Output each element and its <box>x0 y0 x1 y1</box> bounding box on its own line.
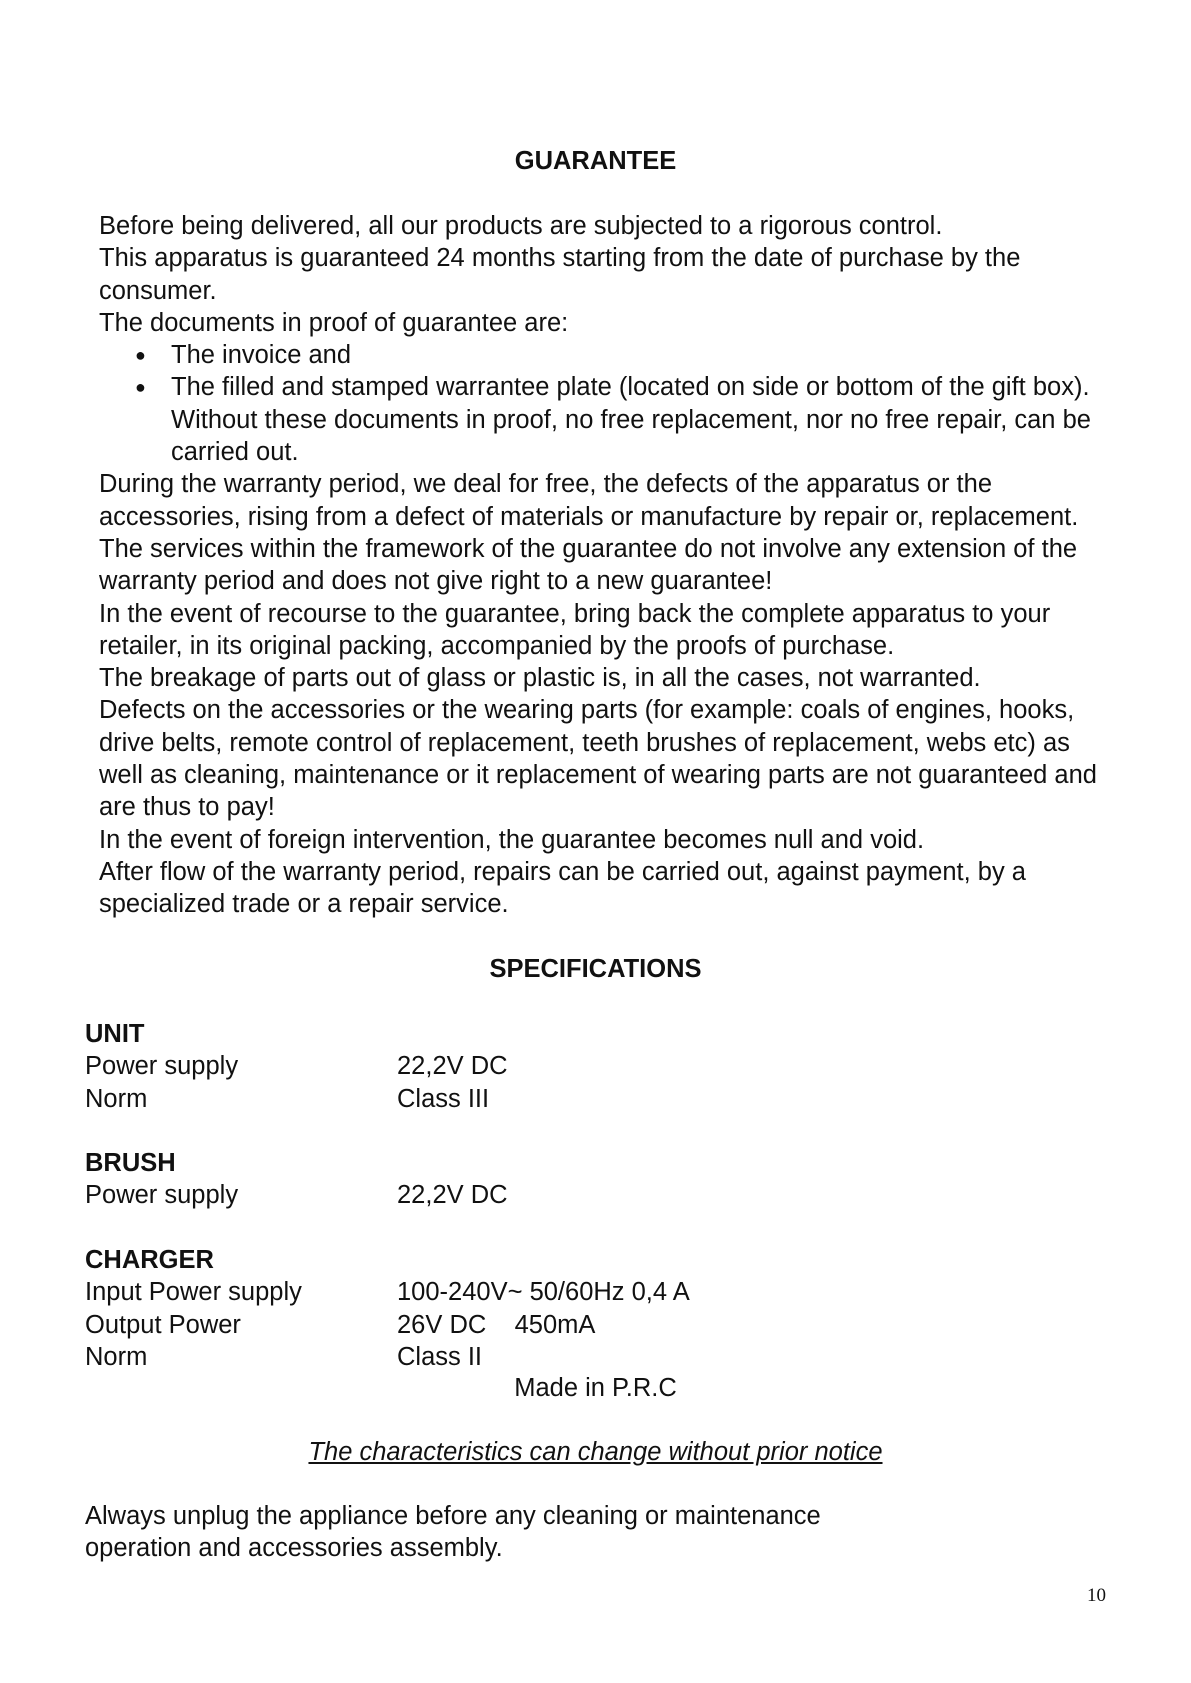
guarantee-intro-2: This apparatus is guaranteed 24 months starting from the date of purchase by the consumer. <box>99 244 1021 305</box>
bullet-icon: ● <box>135 377 146 398</box>
specifications-title: SPECIFICATIONS <box>489 955 702 983</box>
spec-key: Input Power supply <box>85 1278 302 1307</box>
spec-row <box>85 1309 1085 1341</box>
spec-row <box>85 1341 1085 1373</box>
guarantee-paragraph: The breakage of parts out of glass or plastic is, in all the cases, not warranted. <box>99 664 981 693</box>
spec-row <box>85 1050 1085 1082</box>
spec-value: 100-240V~ 50/60Hz 0,4 A <box>397 1278 690 1307</box>
page-number: 10 <box>1087 1585 1106 1606</box>
guarantee-title: GUARANTEE <box>514 147 677 175</box>
spec-value: 22,2V DC <box>397 1052 508 1081</box>
guarantee-paragraph: In the event of foreign intervention, the guarantee becomes null and void. <box>99 825 925 854</box>
made-in-label: Made in P.R.C <box>514 1374 677 1402</box>
spec-value: 22,2V DC <box>397 1181 508 1210</box>
spec-key: Power supply <box>85 1052 239 1081</box>
list-item <box>99 371 1091 468</box>
list-item <box>99 339 1119 371</box>
spec-key: Output Power <box>85 1310 241 1339</box>
spec-group-title-unit: UNIT <box>85 1020 145 1048</box>
spec-row <box>85 1276 1085 1308</box>
guarantee-intro-1: Before being delivered, all our products are subjected to a rigorous control. <box>99 212 943 240</box>
spec-key: Norm <box>85 1342 148 1371</box>
guarantee-paragraph: Defects on the accessories or the wearing parts (for example: coals of engines, hooks, drive belts, remote control of replacement, teeth brushes of replacement, webs etc) as well as cleaning, maintenance or it replacement of wearing parts are not guaranteed and are thus to pay! <box>99 696 1097 822</box>
spec-row <box>85 1179 1085 1211</box>
spec-group-title-brush: BRUSH <box>85 1149 176 1178</box>
guarantee-paragraph: During the warranty period, we deal for free, the defects of the apparatus or the accessories, rising from a defect of materials or manufacture by repair or, replacement. The services within the framework of the guarantee do not involve any extension of the warranty period and does not give right to a new guarantee! <box>99 470 1079 596</box>
spec-value: 26V DC 450mA <box>397 1310 596 1339</box>
guarantee-documents-list <box>99 339 1119 468</box>
change-notice: The characteristics can change without prior notice <box>308 1438 883 1466</box>
spec-group-title-charger: CHARGER <box>85 1246 214 1275</box>
spec-value: Class III <box>397 1084 490 1113</box>
list-item-text: The filled and stamped warrantee plate (located on side or bottom of the gift box). Without these documents in proof, no free replacement, nor no free repair, can be carried out. <box>171 373 1091 467</box>
guarantee-intro-3: The documents in proof of guarantee are: <box>99 308 569 337</box>
guarantee-body <box>99 210 1119 921</box>
bullet-icon: ● <box>135 345 146 366</box>
list-item-text: The invoice and <box>171 341 352 370</box>
spec-value: Class II <box>397 1342 483 1371</box>
spec-key: Power supply <box>85 1181 239 1210</box>
guarantee-paragraph: In the event of recourse to the guarantee, bring back the complete apparatus to your retailer, in its original packing, accompanied by the proofs of purchase. <box>99 599 1051 660</box>
guarantee-paragraph: After flow of the warranty period, repairs can be carried out, against payment, by a specialized trade or a repair service. <box>99 857 1026 919</box>
unplug-warning: Always unplug the appliance before any cleaning or maintenance operation and accessories assembly. <box>85 1502 821 1563</box>
specifications-table <box>85 1018 1085 1373</box>
spec-key: Norm <box>85 1084 148 1113</box>
spec-row <box>85 1083 1085 1115</box>
